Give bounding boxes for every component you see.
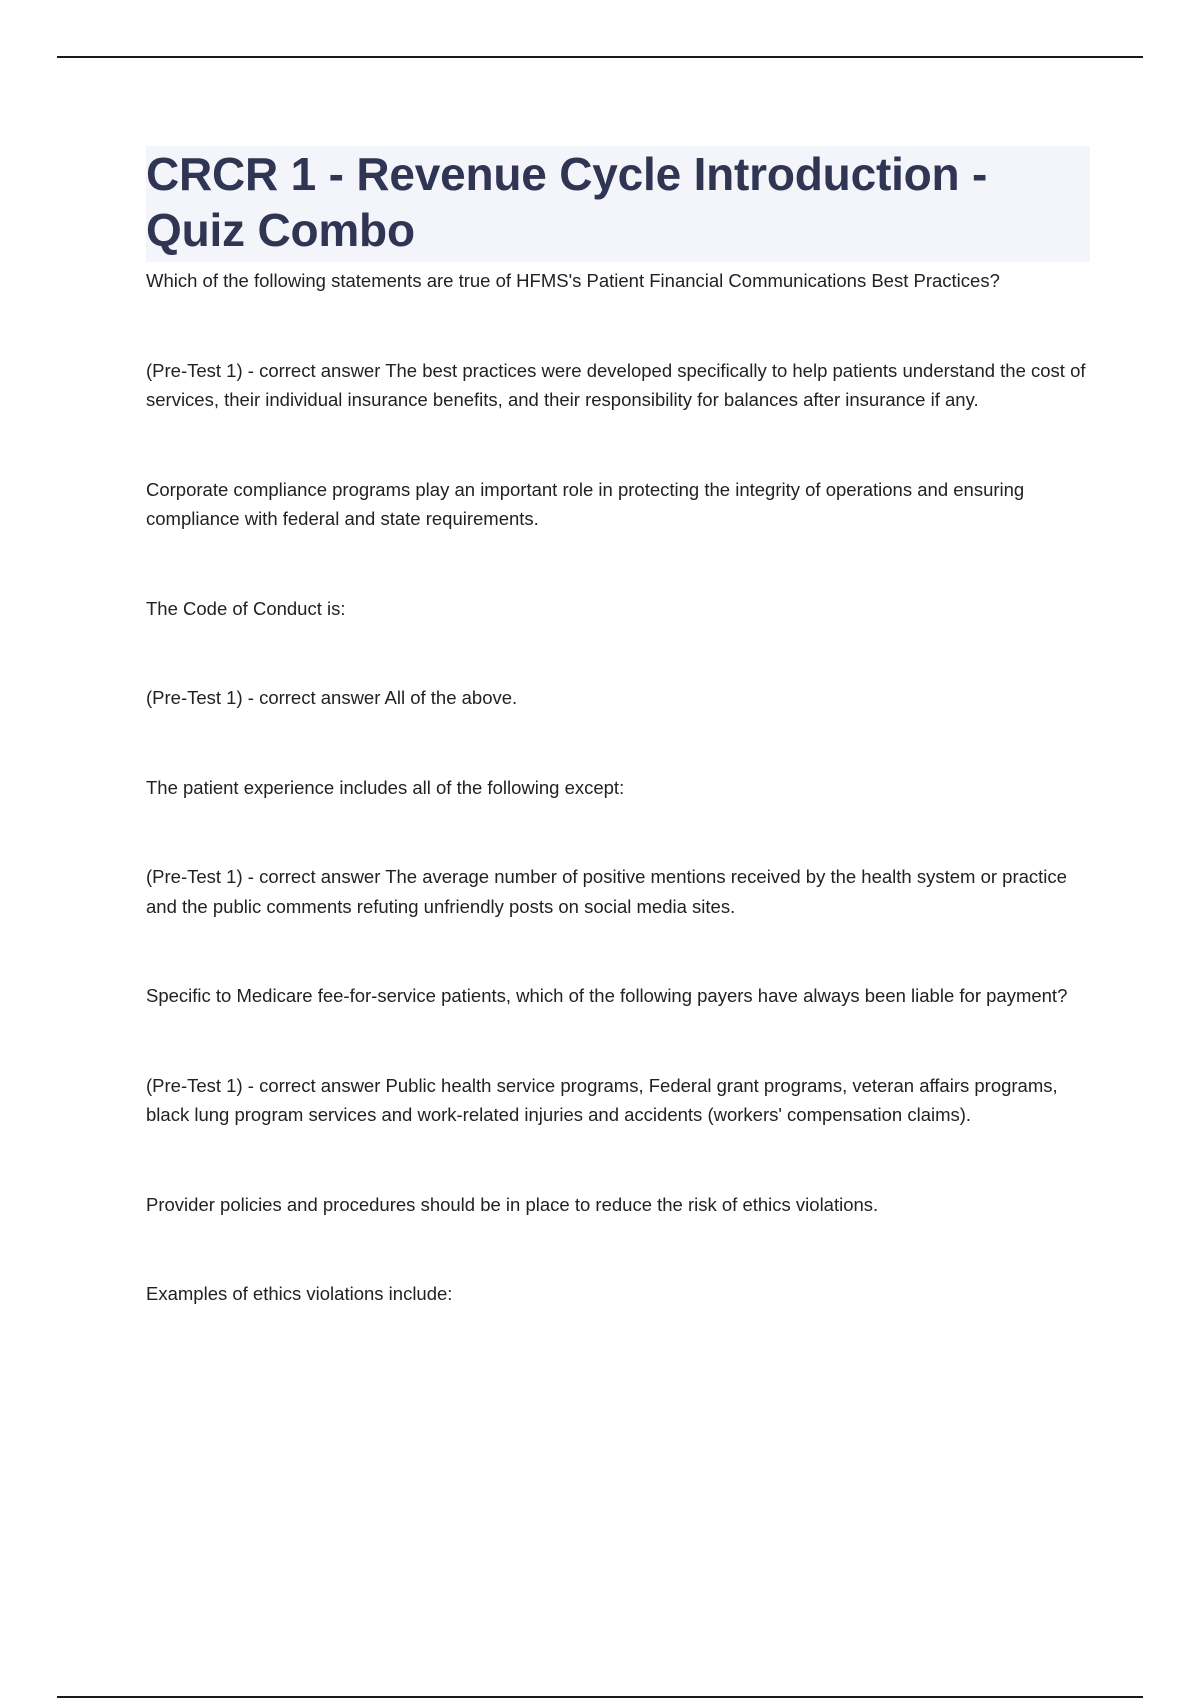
answer-hfms-best-practices: (Pre-Test 1) - correct answer The best practices were developed specifically to help patients understand the cost of services, their individual insurance benefits, and their responsibility for balances after insurance if any.	[146, 359, 1086, 410]
answer-medicare-payers: (Pre-Test 1) - correct answer Public health service programs, Federal grant programs, veteran affairs programs, black lung program services and work-related injuries and accidents (workers' compensation claims).	[146, 1074, 1058, 1125]
question-medicare-payers: Specific to Medicare fee-for-service patients, which of the following payers have always been liable for payment?	[146, 985, 1068, 1006]
question-ethics-violations: Examples of ethics violations include:	[146, 1283, 453, 1304]
answer-patient-experience: (Pre-Test 1) - correct answer The average number of positive mentions received by the health system or practice and the public comments refuting unfriendly posts on social media sites.	[146, 866, 1067, 917]
question-code-of-conduct: The Code of Conduct is:	[146, 597, 346, 619]
top-divider	[57, 56, 1143, 58]
bottom-divider	[57, 1696, 1143, 1698]
statement-corporate-compliance: Corporate compliance programs play an important role in protecting the integrity of operations and ensuring compliance with federal and state requirements.	[146, 478, 1025, 529]
answer-code-of-conduct: (Pre-Test 1) - correct answer All of the above.	[146, 687, 518, 708]
page-title: CRCR 1 - Revenue Cycle Introduction - Quiz Combo	[146, 148, 988, 256]
question-hfms-best-practices: Which of the following statements are true of HFMS's Patient Financial Communications Best Practices?	[146, 270, 1000, 291]
statement-provider-policies: Provider policies and procedures should be in place to reduce the risk of ethics violations.	[146, 1193, 879, 1215]
qa-list	[146, 266, 1090, 1309]
document-body	[146, 146, 1090, 1309]
question-patient-experience: The patient experience includes all of the following except:	[146, 776, 625, 798]
title-banner	[146, 146, 1090, 262]
